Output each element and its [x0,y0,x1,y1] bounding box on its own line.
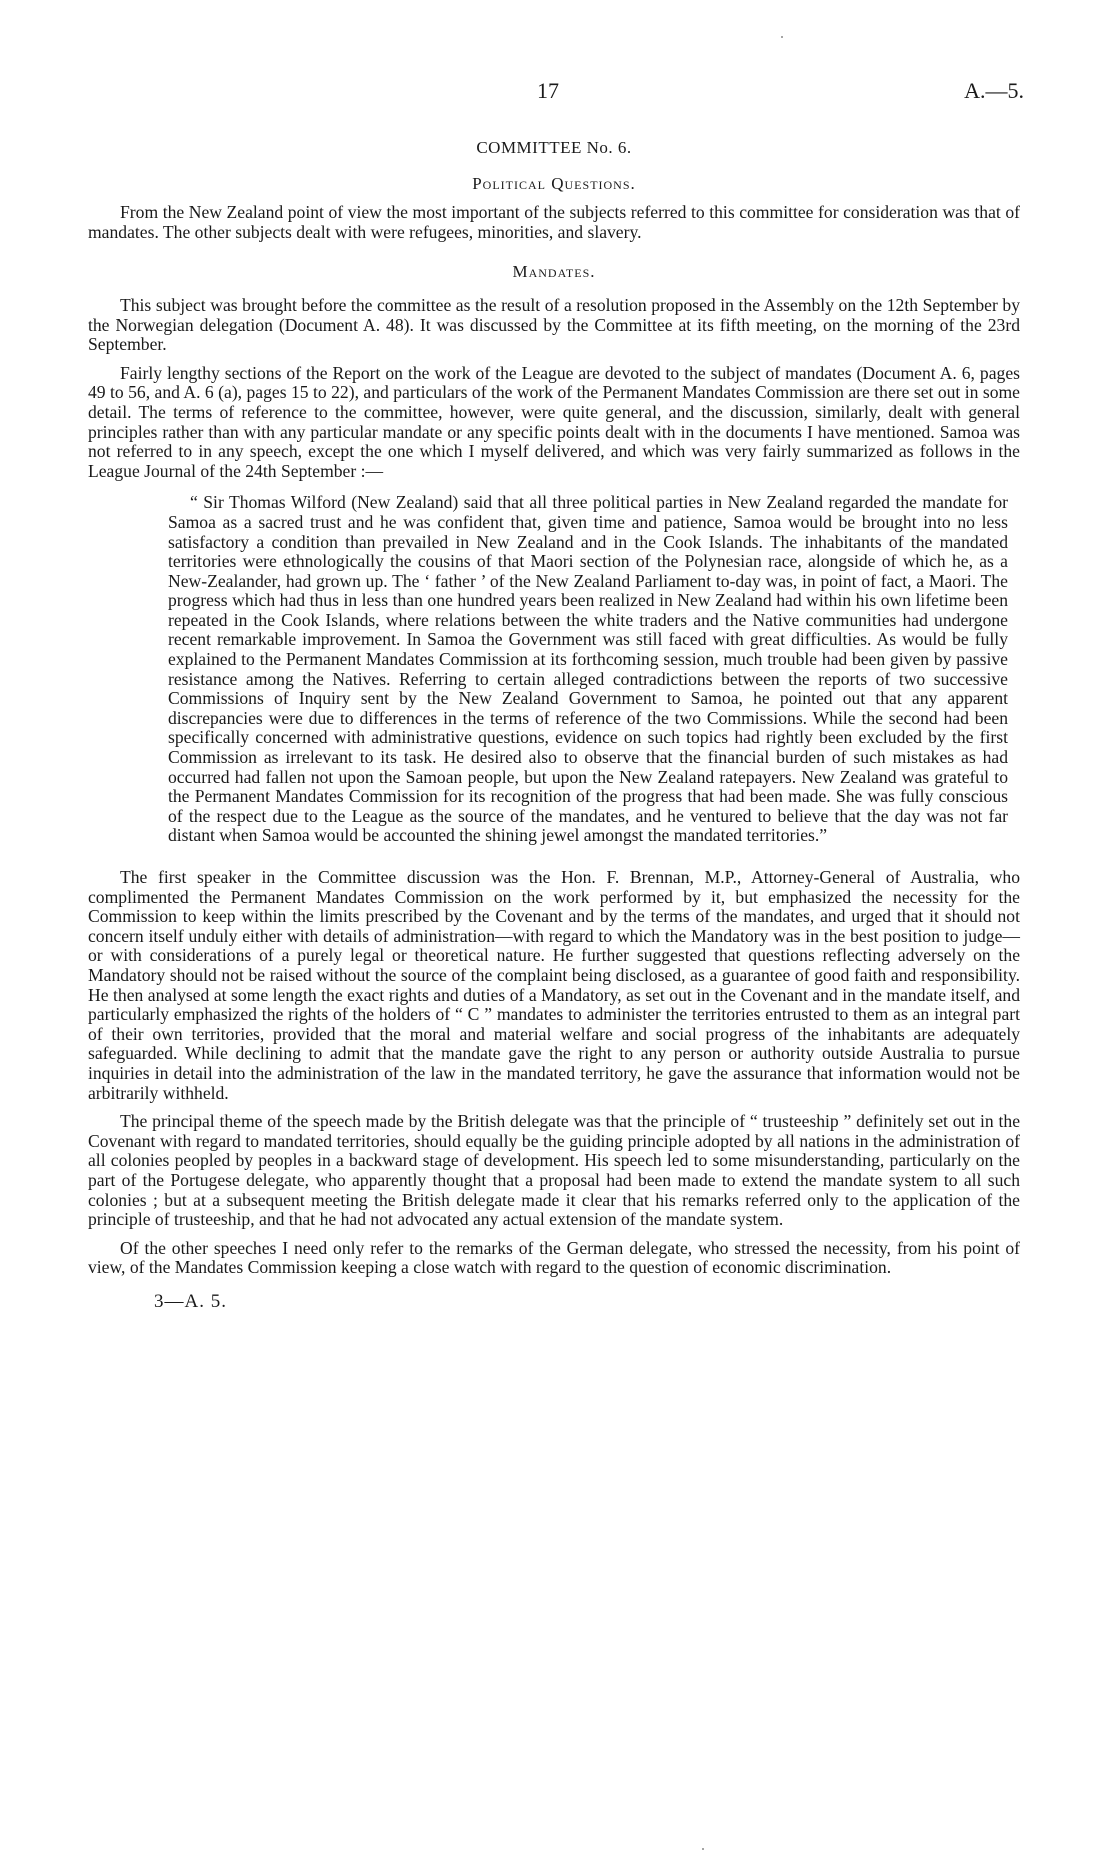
document-reference: A.—5. [964,78,1024,103]
signature-reference: 3—A. 5. [154,1290,227,1312]
section-title: Political Questions. [472,173,636,193]
discussion-paragraph: Of the other speeches I need only refer to the remarks of the German delegate, who stressed the necessity, from his point of view, of the Mandates Commission keeping a close watch with regard to the question of economic discrimination. [88,1237,1020,1278]
page-header [0,78,1114,108]
mandates-paragraph: Fairly lengthy sections of the Report on the work of the League are devoted to the subject of mandates (Document A. 6, pages 49 to 56, and A. 6 (a), pages 15 to 22), and particulars of the work of the Permanent Mandates Commission are there set out in some detail. The terms of reference to the committee, however, were quite general, and the discussion, similarly, dealt with general principles rather than with any particular mandate or any specific points dealt with in the documents I have mentioned. Samoa was not referred to in any speech, except the one which I myself delivered, and which was very fairly summarized as follows in the League Journal of the 24th September :— [88,362,1020,481]
mandates-heading: Mandates. [512,262,596,282]
discussion-paragraph: The principal theme of the speech made by the British delegate was that the principle of “ trusteeship ” definitely set out in the Covenant with regard to mandated territories, should equally be the guiding principle adopted by all nations in the administration of all colonies peopled by peoples in a backward stage of development. His speech led to some misunderstanding, particularly on the part of the Portugese delegate, who apparently thought that a proposal had been made to extend the mandate system to all such colonies ; but at a subsequent meeting the British delegate made it clear that his remarks referred only to the application of the principle of trusteeship, and that he had not advocated any actual extension of the mandate system. [88,1111,1020,1230]
intro-paragraph: From the New Zealand point of view the most important of the subjects referred to this committee for consideration was that of mandates. The other subjects dealt with were refugees, minorities, and slavery. [88,202,1020,242]
paper-speck [702,1848,704,1850]
committee-title: COMMITTEE No. 6. [476,138,632,157]
journal-quote: “ Sir Thomas Wilford (New Zealand) said that all three political parties in New Zealand regarded the mandate for Samoa as a sacred trust and he was confident that, given time and patience, Samoa would be brought into no less satisfactory a condition than prevailed in New Zealand and in the Cook Islands. The inhabitants of the mandated territories were ethnologically the cousins of that Maori section of the Polynesian race, alongside of which he, as a New-Zealander, had grown up. The ‘ father ’ of the New Zealand Parliament to-day was, in point of fact, a Maori. The progress which had thus in less than one hundred years been realized in New Zealand had within his own lifetime been repeated in the Cook Islands, where relations between the white traders and the Native communities had undergone recent remarkable improvement. In Samoa the Government was still faced with great difficulties. As would be fully explained to the Permanent Mandates Commission at its forthcoming session, much trouble had been given by passive resistance among the Natives. Referring to certain alleged contradictions between the reports of two successive Commissions of Inquiry sent by the New Zealand Government to Samoa, he pointed out that any apparent discrepancies were due to differences in the terms of reference of the two Commissions. While the second had been specifically concerned with administrative questions, evidence on such topics had rightly been excluded by the first Commission as irrelevant to its task. He desired also to observe that the financial burden of such mistakes as had occurred had fallen not upon the Samoan people, but upon the New Zealand ratepayers. New Zealand was grateful to the Permanent Mandates Commission for its recognition of the progress that had been made. She was fully conscious of the respect due to the League as the source of the mandates, and he ventured to believe that the day was not far distant when Samoa would be accounted the shining jewel amongst the mandated territories.” [168,492,1008,846]
discussion-paragraph: The first speaker in the Committee discussion was the Hon. F. Brennan, M.P., Attorney-General of Australia, who complimented the Permanent Mandates Commission on the work performed by it, but emphasized the necessity for the Commission to keep within the limits prescribed by the Covenant and by the terms of the mandates, and urged that it should not concern itself unduly either with details of administration—with regard to which the Mandatory was in the best position to judge—or with considerations of a purely legal or theoretical nature. He further suggested that questions reflecting adversely on the Mandatory should not be raised without the source of the complaint being disclosed, as a guarantee of good faith and responsibility. He then analysed at some length the exact rights and duties of a Mandatory, as set out in the Covenant and in the mandate itself, and particularly emphasized the rights of the holders of “ C ” mandates to administer the territories entrusted to them as an integral part of their own territories, provided that the moral and material welfare and social progress of the inhabitants are adequately safeguarded. While declining to admit that the mandate gave the right to any person or authority outside Australia to pursue inquiries in detail into the administration of the law in the mandated territory, he gave the assurance that information would not be arbitrarily withheld. [88,867,1020,1103]
page-content [88,138,1020,1311]
paper-speck [781,36,783,38]
mandates-paragraph: This subject was brought before the committee as the result of a resolution proposed in the Assembly on the 12th September by the Norwegian delegation (Document A. 48). It was discussed by the Committee at its fifth meeting, on the morning of the 23rd September. [88,294,1020,355]
page-number: 17 [537,78,559,103]
